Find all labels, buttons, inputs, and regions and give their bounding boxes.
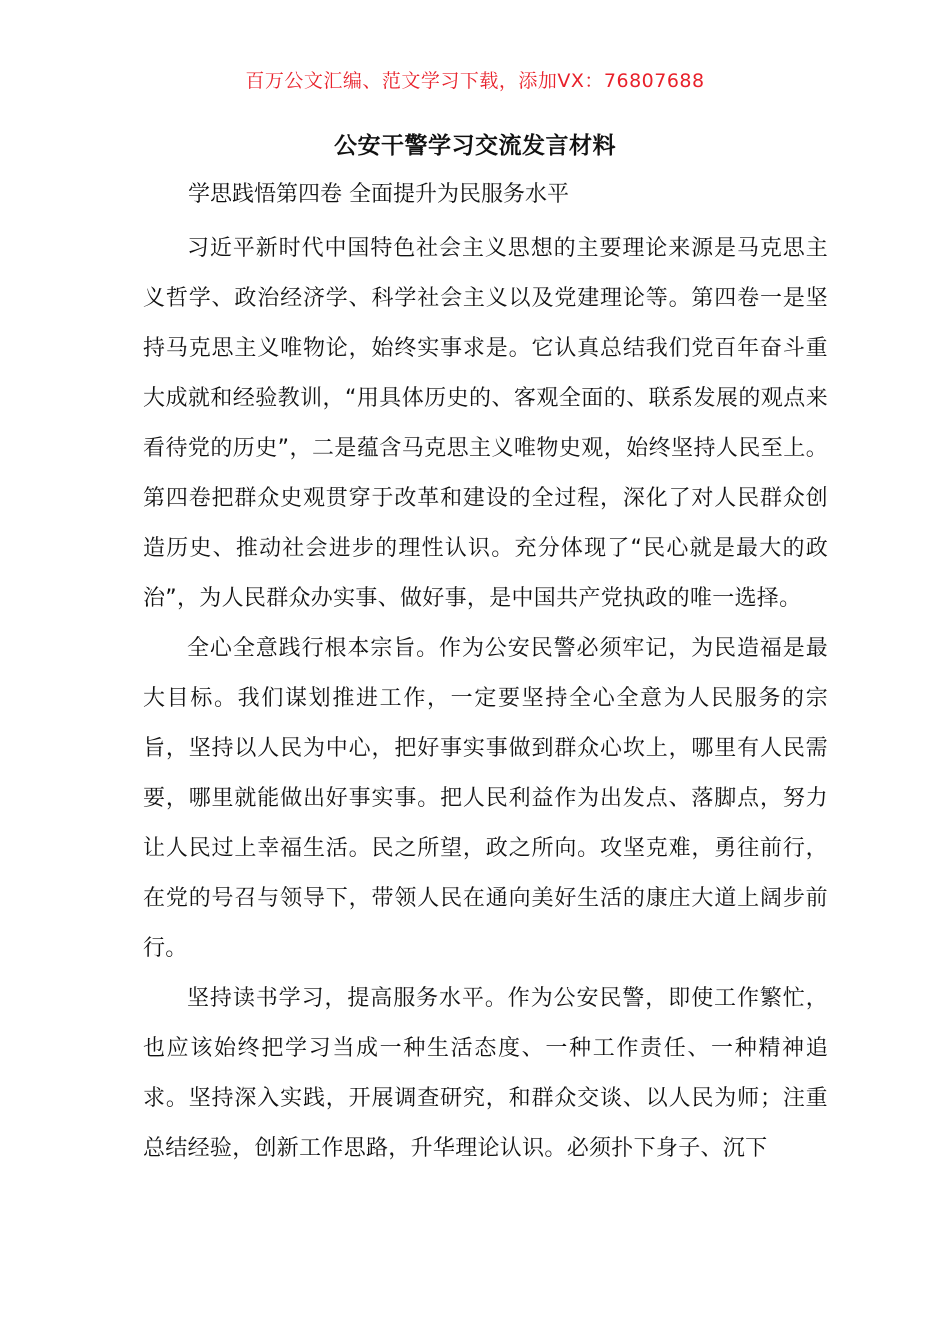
header-note: 百万公文汇编、范文学习下载，添加VX：76807688 [245,70,705,92]
paragraph-2: 全心全意践行根本宗旨。作为公安民警必须牢记，为民造福是最大目标。我们谋划推进工作，一定要坚持全心全意为人民服务的宗旨，坚持以人民为中心，把好事实事做到群众心坎上，哪里有人民需要，哪里就能做出好事实事。把人民利益作为出发点、落脚点，努力让人民过上幸福生活。民之所望，政之所向。攻坚克难，勇往前行，在党的号召与领导下，带领人民在通向美好生活的康庄大道上阔步前行。 [143,636,828,961]
paragraph-1: 习近平新时代中国特色社会主义思想的主要理论来源是马克思主义哲学、政治经济学、科学社会主义以及党建理论等。第四卷一是坚持马克思主义唯物论，始终实事求是。它认真总结我们党百年奋斗重大成就和经验教训，“用具体历史的、客观全面的、联系发展的观点来看待党的历史”，二是蕴含马克思主义唯物史观，始终坚持人民至上。第四卷把群众史观贯穿于改革和建设的全过程，深化了对人民群众创造历史、推动社会进步的理性认识。充分体现了“民心就是最大的政治”，为人民群众办实事、做好事，是中国共产党执政的唯一选择。 [143,236,828,611]
paragraph-3: 坚持读书学习，提高服务水平。作为公安民警，即使工作繁忙，也应该始终把学习当成一种生活态度、一种工作责任、一种精神追求。坚持深入实践，开展调查研究，和群众交谈、以人民为师；注重总结经验，创新工作思路，升华理论认识。必须扑下身子、沉下 [143,986,828,1161]
document-body [143,224,828,1174]
document-title: 公安干警学习交流发言材料 [334,133,616,159]
document-subtitle: 学思践悟第四卷 全面提升为民服务水平 [188,182,569,207]
